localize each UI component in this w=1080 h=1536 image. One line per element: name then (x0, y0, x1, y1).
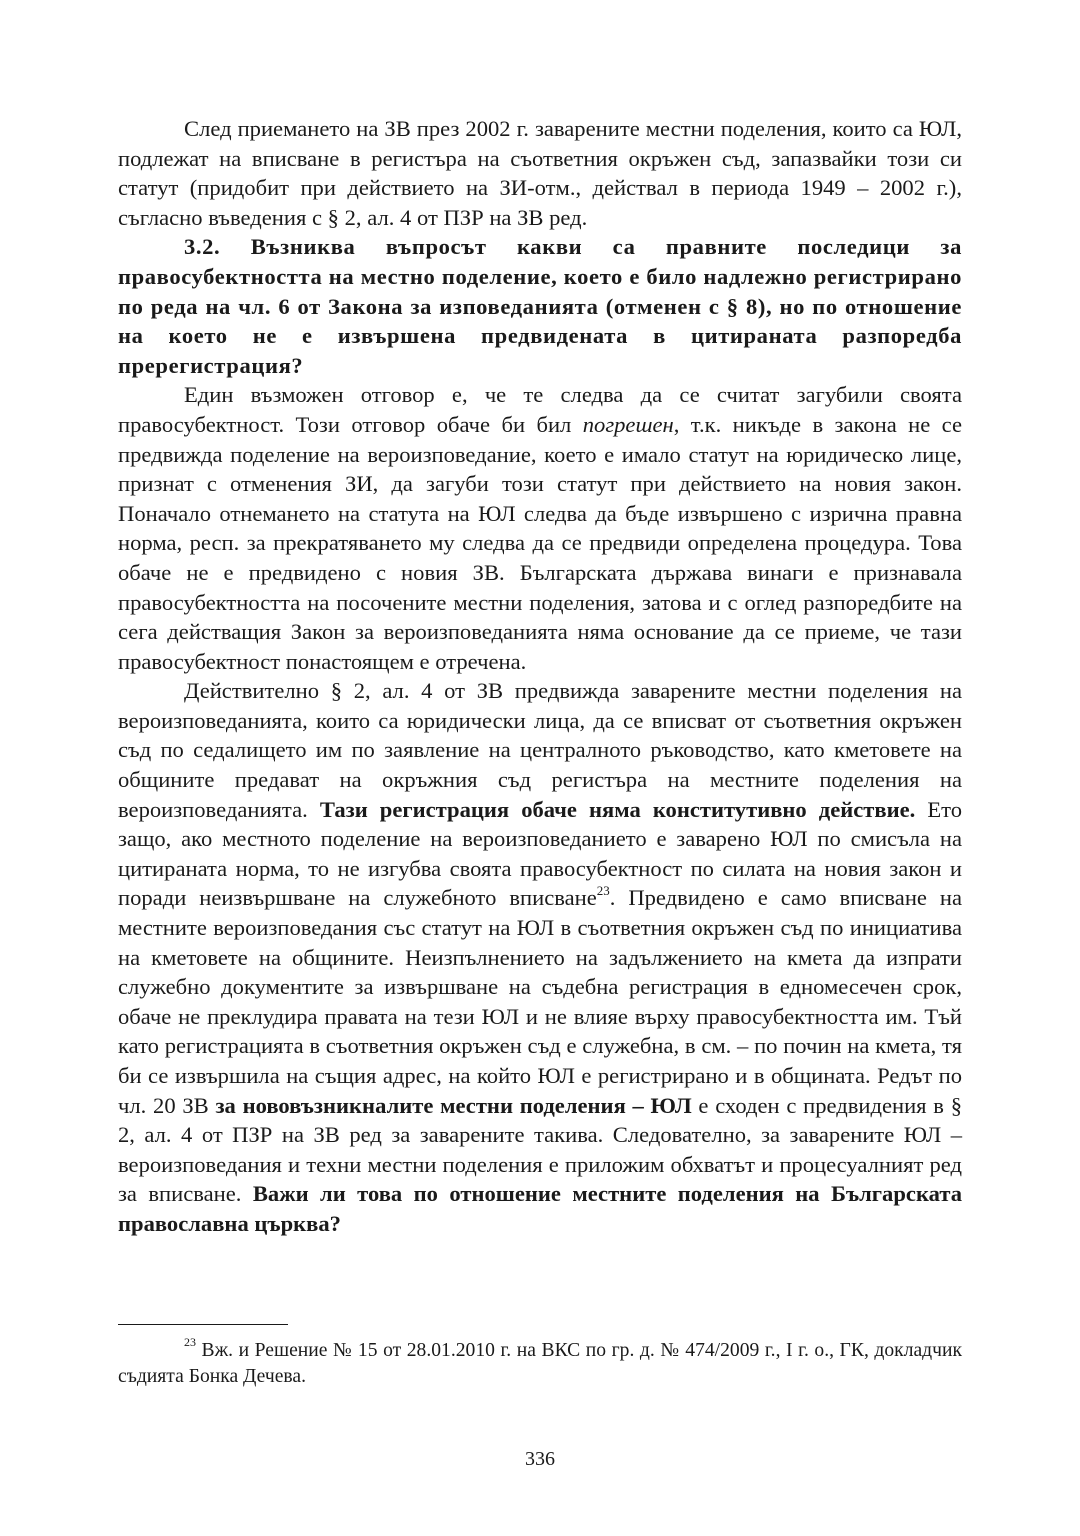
paragraph-1-text: След приемането на ЗВ през 2002 г. заварените местни поделения, които са ЮЛ, подлежат на вписване в регистъра на съответния окръжен съд, запазвайки този си статут (придобит при действието на ЗИ-отм., действал в периода 1949 – 2002 г.), съгласно въведения с § 2, ал. 4 от ПЗР на ЗВ ред. (118, 116, 962, 230)
paragraph-2-part-2: , т.к. никъде в закона не се предвижда поделение на вероизповедание, което е имало статут на юридическо лице, признат с отменения ЗИ, да загуби този статут при действието на новия закон. Поначало отнемането на статута на ЮЛ следва да бъде извършено с изрична правна норма, респ. за прекратяването му следва да се предвиди определена процедура. Това обаче не е предвидено с новия ЗВ. Българската държава винаги е признавала правосубектността на посочените местни поделения, затова и с оглед разпоредбите на сега действащия Закон за вероизповеданията няма основание да се приеме, че тази правосубектност понастоящем е отречена. (118, 411, 962, 674)
paragraph-3-bold-1: Тази регистрация обаче няма конститутивно действие. (319, 796, 916, 822)
paragraph-3-bold-2: за нововъзникналите местни поделения – ЮЛ (215, 1092, 692, 1118)
footnote-23 (118, 1335, 962, 1389)
footnote-reference[interactable]: 23 (596, 882, 610, 898)
paragraph-1 (118, 114, 962, 232)
paragraph-3-part-1: Действително § 2, ал. 4 от ЗВ предвижда заварените местни поделения на вероизповеданията, които са юридически лица, да се вписват от съответния окръжен съд по седалището им по заявление на централното ръководство, като кметовете на общините предават на окръжния съд регистъра на местните поделения на вероизповеданията. (118, 678, 962, 822)
paragraph-3 (118, 676, 962, 1238)
paragraph-2-part-1: Един възможен отговор е, че те следва да се считат загубили своята правосубектност. Този отговор обаче би бил (118, 382, 962, 437)
page-number: 336 (525, 1448, 555, 1470)
paragraph-3-part-4: е сходен с предвидения в § 2, ал. 4 от ПЗР на ЗВ ред за заварените такива. Следователно, за заварените ЮЛ – вероизповедания и техни местни поделения е приложим обхватът и процесуалният ред за вписване. (118, 1092, 963, 1207)
paragraph-3-part-3: . Предвидено е само вписване на местните вероизповедания със статут на ЮЛ в съответния окръжен съд по инициатива на кметовете на общините. Неизпълнението на задължението на кмета да изпрати служебно документите за извършване на съдебна регистрация в едномесечен срок, обаче не преклудира правата на тези ЮЛ и не влияе върху правосубектността им. Тъй като регистрацията в съответния окръжен съд е служебна, в см. – по почин на кмета, тя би се извършила на същия адрес, на който ЮЛ е регистрирано и в общината. Редът по чл. 20 ЗВ (118, 885, 962, 1118)
paragraph-3-bold-3: Важи ли това по отношение местните поделения на Българската православна църква? (118, 1181, 963, 1236)
footnote-separator (118, 1324, 288, 1325)
section-heading-text: 3.2. Възниква въпросът какви са правните последици за правосубектността на местно поделение, което е било надлежно регистрирано по реда на чл. 6 от Закона за изповеданията (отменен с § 8), но по отношение на което не е извършена предвидената в цитираната разпоредба пререгистрация? (118, 234, 962, 378)
paragraph-3-part-2: Ето защо, ако местното поделение на вероизповеданието е заварено ЮЛ по смисъла на цитираната норма, то не изгубва своята правосубектност по силата на новия закон и поради неизвършване на служебното вписване (118, 796, 963, 911)
paragraph-2-italic: погрешен (582, 411, 674, 437)
section-heading-3-2 (118, 232, 962, 380)
paragraph-2 (118, 380, 962, 676)
footnote-text: Вж. и Решение № 15 от 28.01.2010 г. на ВКС по гр. д. № 474/2009 г., I г. о., ГК, докладчик съдията Бонка Дечева. (118, 1340, 962, 1387)
page-body (118, 114, 962, 1239)
footnote-number: 23 (184, 1335, 196, 1350)
